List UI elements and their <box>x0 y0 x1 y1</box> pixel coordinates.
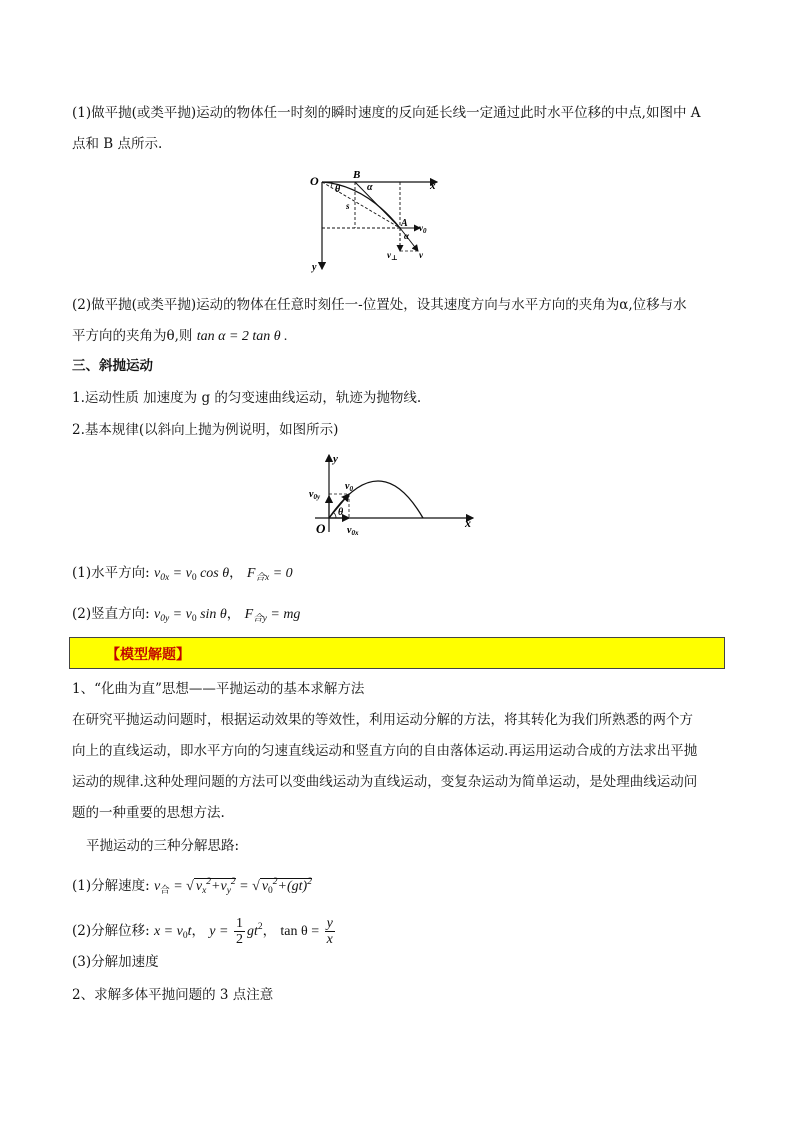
item-1: 1.运动性质 加速度为 g 的匀变速曲线运动，轨迹为抛物线. <box>72 390 422 406</box>
svg-text:y: y <box>312 262 317 273</box>
svg-text:α: α <box>367 182 373 193</box>
para-line-4: 题的一种重要的思想方法. <box>72 805 225 821</box>
svg-text:v⊥: $v_\perp$ <box>387 250 398 262</box>
method-1-title: 1、“化曲为直”思想——平抛运动的基本求解方法 <box>72 681 365 697</box>
decompose-displacement: (2)分解位移: $x = v_0t$， y = $\frac{1}{2}$ $gt^2$， tan θ = $\frac{y}{x}$ <box>72 916 333 948</box>
p2-line-1: (2)做平抛(或类平抛)运动的物体在任意时刻任一-位置处，设其速度方向与水平方向的夹角为α,位移与水 <box>72 297 687 313</box>
vertical-direction: (2)竖直方向: $v_{0y} = v_0$ sin θ， $F_{合y}$ = mg <box>72 606 301 624</box>
method-2-title: 2、求解多体平抛问题的 3 点注意 <box>72 987 274 1003</box>
label-B: B <box>353 169 361 181</box>
svg-text:θ: θ <box>338 507 344 518</box>
model-solution-header: 【模型解题】 <box>69 637 725 669</box>
svg-text:x: x <box>430 180 436 192</box>
projectile-diagram <box>305 165 455 277</box>
intro-line-1: (1)做平抛(或类平抛)运动的物体任一时刻的瞬时速度的反向延长线一定通过此时水平位移的中点,如图中 A <box>72 105 701 121</box>
para-line-1: 在研究平抛运动问题时，根据运动效果的等效性，利用运动分解的方法，将其转化为我们所熟悉的两个方 <box>72 712 693 728</box>
label-O: O <box>310 174 319 188</box>
item-2: 2.基本规律(以斜向上抛为例说明，如图所示) <box>72 422 339 438</box>
three-ways-title: 平抛运动的三种分解思路: <box>86 838 240 854</box>
svg-text:x: x <box>465 516 471 530</box>
para-line-2: 向上的直线运动，即水平方向的匀速直线运动和竖直方向的自由落体运动.再运用运动合成的方法求出平抛 <box>72 743 698 759</box>
svg-text:v0y: $v_{0y}$ <box>309 489 321 501</box>
svg-text:v0x: $v_{0x}$ <box>347 525 359 537</box>
decompose-acceleration: (3)分解加速度 <box>72 954 159 970</box>
intro-line-2: 点和 B 点所示. <box>72 136 163 152</box>
section-3-title: 三、斜抛运动 <box>72 358 153 374</box>
para-line-3: 运动的规律.这种处理问题的方法可以变曲线运动为直线运动，变复杂运动为简单运动，是处理曲线运动问 <box>72 774 698 790</box>
oblique-projectile-diagram <box>305 452 480 537</box>
decompose-velocity: (1)分解速度: $v_合$ = √ $v_x^2+v_y^2$ = √ $v_0^2+(gt)^2$ <box>72 877 312 896</box>
svg-text:v0: $v_0$ <box>419 223 427 235</box>
svg-text:θ: θ <box>335 184 341 195</box>
svg-text:α: α <box>404 231 409 241</box>
horizontal-direction: (1)水平方向: $v_{0x} = v_0$ cos θ， $F_{合x} = 0$ <box>72 565 293 583</box>
tan-relation: tan α = 2 tan θ . <box>196 329 288 344</box>
label-O: O <box>316 521 326 536</box>
label-A: A <box>401 218 408 229</box>
p2-line-2: 平方向的夹角为θ,则 tan α = 2 tan θ . <box>72 328 288 344</box>
svg-text:y: y <box>333 453 338 465</box>
svg-text:v0: $v_0$ <box>345 481 353 493</box>
svg-text:v: v <box>419 250 423 260</box>
svg-text:s: s <box>346 201 350 211</box>
